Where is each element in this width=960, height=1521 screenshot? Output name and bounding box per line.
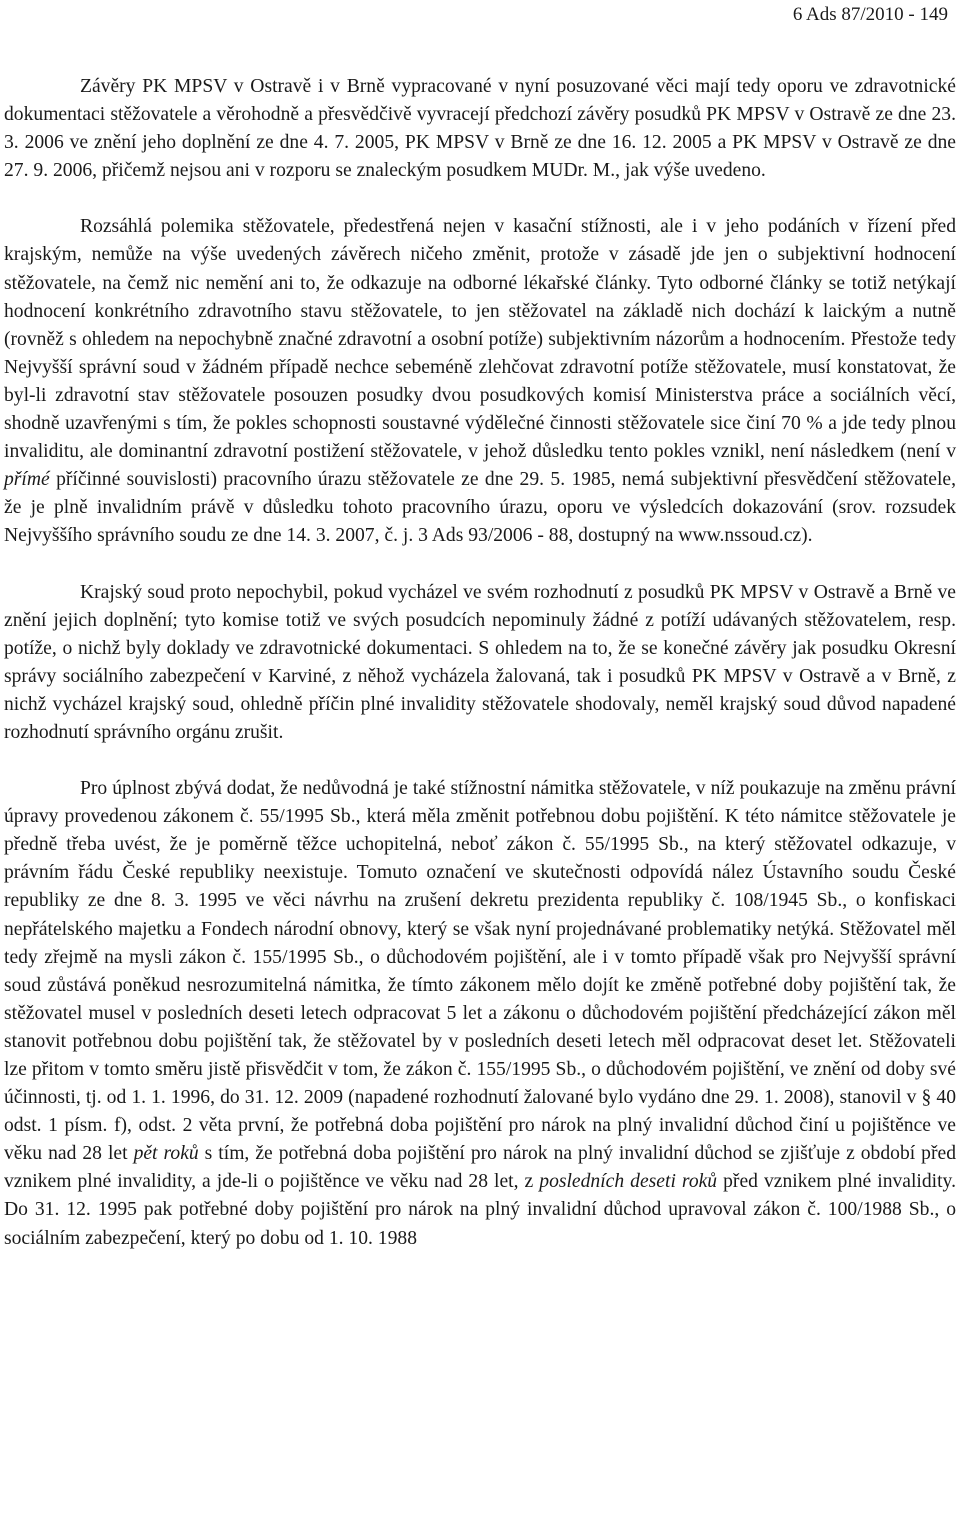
paragraph-2-text-b: příčinné souvislosti) pracovního úrazu stěžovatele ze dne 29. 5. 1985, nemá subjektivní přesvědčení stěžovatele, že je plně invalidním právě v důsledku tohoto pracovního úrazu, oporu ve výsledcích dokazování (srov. rozsudek Nejvyššího správního soudu ze dne 14. 3. 2007, č. j. 3 Ads 93/2006 - 88, dostupný na www.nssoud.cz). [4,469,956,547]
paragraph-4-text-c: před vznikem plné invalidity. Do 31. 12. 1995 pak potřebné doby pojištění pro nárok na plný invalidní důchod upravoval zákon č. 100/1988 Sb., o sociálním zabezpečení, který po dobu od 1. 10. 1988 [4,1171,956,1249]
paragraph-4 [4,775,956,1253]
paragraph-2-emphasis: přímé [4,469,50,491]
paragraph-2 [4,213,956,550]
paragraph-2-text-a: Rozsáhlá polemika stěžovatele, předestřená nejen v kasační stížnosti, ale i v jeho podáních v řízení před krajským, nemůže na výše uvedených závěrech ničeho změnit, protože v zásadě jde jen o subjektivní hodnocení stěžovatele, na čemž nic nemění ani to, že odkazuje na odborné lékařské články. Tyto odborné články se totiž netýkají hodnocení konkrétního zdravotního stavu stěžovatele, to jen stěžovatel na základě nich dochází k laickým a nutně (rovněž s ohledem na nepochybně značné zdravotní a osobní potíže) subjektivním názorům a hodnocením. Přestože tedy Nejvyšší správní soud v žádném případě nechce sebeméně zlehčovat zdravotní potíže stěžovatele, musí konstatovat, že byl-li zdravotní stav stěžovatele posouzen posudky dvou posudkových komisí Ministerstva práce a sociálních věcí, shodně uzavřenými s tím, že pokles schopnosti soustavné výdělečné činnosti stěžovatele sice činí 70 % a jde tedy plnou invaliditu, ale dominantní zdravotní postižení stěžovatele, v jehož důsledku tento pokles vznikl, není následkem (není v [4,216,956,463]
paragraph-4-text-a: Pro úplnost zbývá dodat, že nedůvodná je také stížnostní námitka stěžovatele, v níž poukazuje na změnu právní úpravy provedenou zákonem č. 55/1995 Sb., která měla změnit potřebnou dobu pojištění. K této námitce stěžovatele je předně třeba uvést, že je poměrně těžce uchopitelná, neboť zákon č. 55/1995 Sb., na který stěžovatel odkazuje, v právním řádu České republiky neexistuje. Tomuto označení ve skutečnosti odpovídá nález Ústavního soudu České republiky ze dne 8. 3. 1995 ve věci návrhu na zrušení dekretu prezidenta republiky č. 108/1945 Sb., o konfiskaci nepřátelského majetku a Fondech národní obnovy, který se však nyní projednávané problematiky netýká. Stěžovatel měl tedy zřejmě na mysli zákon č. 155/1995 Sb., o důchodovém pojištění, ale i v tomto případě však pro Nejvyšší správní soud zůstává poněkud nesrozumitelná námitka, že tímto zákonem mělo dojít ke změně potřebné doby pojištění tak, že stěžovatel musel v posledních deseti letech odpracovat 5 let a zákonu o důchodovém pojištění předcházející zákon měl stanovit potřebnou dobu pojištění tak, že stěžovatel by v posledních deseti letech měl odpracovat deset let. Stěžovateli lze přitom v tomto směru jistě přisvědčit v tom, že zákon č. 155/1995 Sb., o důchodovém pojištění, ve znění od doby své účinnosti, tj. od 1. 1. 1996, do 31. 12. 2009 (napadené rozhodnutí žalované bylo vydáno dne 29. 1. 2008), stanovil v § 40 odst. 1 písm. f), odst. 2 věta první, že potřebná doba pojištění pro nárok na plný invalidní důchod činí u pojištěnce ve věku nad 28 let [4,778,956,1165]
document-page [4,0,956,1521]
paragraph-4-emphasis-2: posledních deseti roků [539,1171,718,1193]
case-number-header: 6 Ads 87/2010 - 149 [792,4,948,25]
document-body [4,73,956,1253]
paragraph-3: Krajský soud proto nepochybil, pokud vycházel ve svém rozhodnutí z posudků PK MPSV v Ostravě a Brně ve znění jejich doplnění; tyto komise totiž ve svých posudcích nepominuly žádné z potíží udávaných stěžovatelem, resp. potíže, o nichž byly doklady ve zdravotnické dokumentaci. S ohledem na to, že se konečné závěry jak posudku Okresní správy sociálního zabezpečení v Karviné, z něhož vycházela žalovaná, tak i posudků PK MPSV v Ostravě a v Brně, z nichž vycházel krajský soud, ohledně příčin plné invalidity stěžovatele shodovaly, neměl krajský soud důvod napadené rozhodnutí správního orgánu zrušit. [4,581,956,743]
paragraph-4-emphasis-1: pět roků [133,1143,199,1165]
paragraph-1: Závěry PK MPSV v Ostravě i v Brně vypracované v nyní posuzované věci mají tedy oporu ve zdravotnické dokumentaci stěžovatele a věrohodně a přesvědčivě vyvracejí předchozí závěry posudků PK MPSV v Ostravě ze dne 23. 3. 2006 ve znění jeho doplnění ze dne 4. 7. 2005, PK MPSV v Brně ze dne 16. 12. 2005 a PK MPSV v Ostravě ze dne 27. 9. 2006, přičemž nejsou ani v rozporu se znaleckým posudkem MUDr. M., jak výše uvedeno. [4,76,956,182]
paragraph-4-text-b: s tím, že potřebná doba pojištění pro nárok na plný invalidní důchod se zjišťuje z období před vznikem plné invalidity, a jde-li o pojištěnce ve věku nad 28 let, z [4,1143,956,1193]
